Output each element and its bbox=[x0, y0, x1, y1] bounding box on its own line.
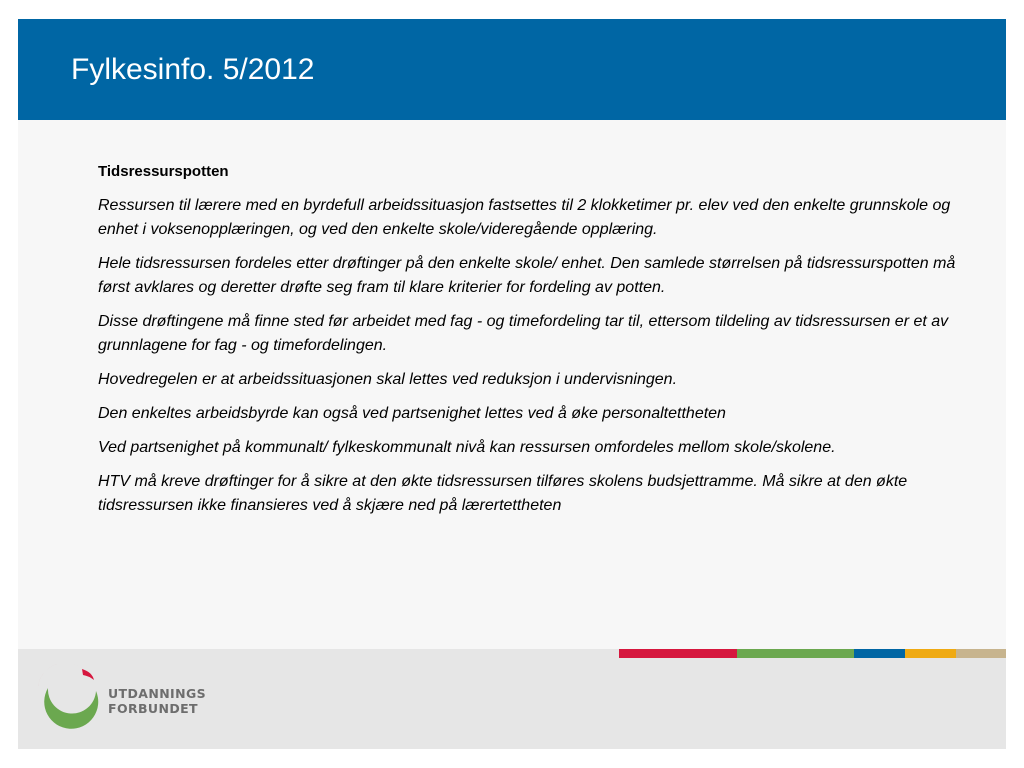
color-strip-green bbox=[737, 649, 854, 658]
paragraph-2: Hele tidsressursen fordeles etter drøftinger på den enkelte skole/ enhet. Den samlede størrelsen på tidsressurspotten må først avklares og deretter drøfte seg fram til klare kriterier for fordeling av potten. bbox=[98, 255, 956, 296]
utdanningsforbundet-logo-icon bbox=[38, 664, 102, 730]
paragraph-5: Den enkeltes arbeidsbyrde kan også ved partsenighet lettes ved å øke personaltettheten bbox=[98, 405, 726, 422]
color-strip-blue bbox=[854, 649, 905, 658]
paragraph-6: Ved partsenighet på kommunalt/ fylkeskommunalt nivå kan ressursen omfordeles mellom skole/skolene. bbox=[98, 439, 836, 456]
paragraph-3: Disse drøftingene må finne sted før arbeidet med fag - og timefordeling tar til, ettersom tildeling av tidsressursen er et av grunnlagene for fag - og timefordelingen. bbox=[98, 313, 949, 354]
slide-header bbox=[18, 19, 1006, 120]
color-strip-red bbox=[619, 649, 737, 658]
logo-text bbox=[108, 686, 206, 716]
logo-text-line1: UTDANNINGS bbox=[108, 686, 207, 701]
paragraph-4: Hovedregelen er at arbeidssituasjonen skal lettes ved reduksjon i undervisningen. bbox=[98, 371, 678, 388]
content-heading: Tidsressurspotten bbox=[98, 163, 229, 180]
logo-green-arc bbox=[44, 688, 98, 729]
paragraph-1: Ressursen til lærere med en byrdefull arbeidssituasjon fastsettes til 2 klokketimer pr. elev ved den enkelte grunnskole og enhet i voksenopplæringen, og ved den enkelte skole/videregående opplæring. bbox=[98, 197, 951, 238]
slide-content bbox=[98, 160, 958, 528]
slide-title: Fylkesinfo. 5/2012 bbox=[71, 53, 315, 86]
logo-red-tip bbox=[82, 669, 94, 680]
paragraph-7: HTV må kreve drøftinger for å sikre at den økte tidsressursen tilføres skolens budsjettramme. Må sikre at den økte tidsressursen ikke finansieres ved å skjære ned på lærertettheten bbox=[98, 473, 908, 514]
color-strip-tan bbox=[956, 649, 1006, 658]
color-strip-yellow bbox=[905, 649, 956, 658]
logo-text-line2: FORBUNDET bbox=[108, 701, 198, 716]
